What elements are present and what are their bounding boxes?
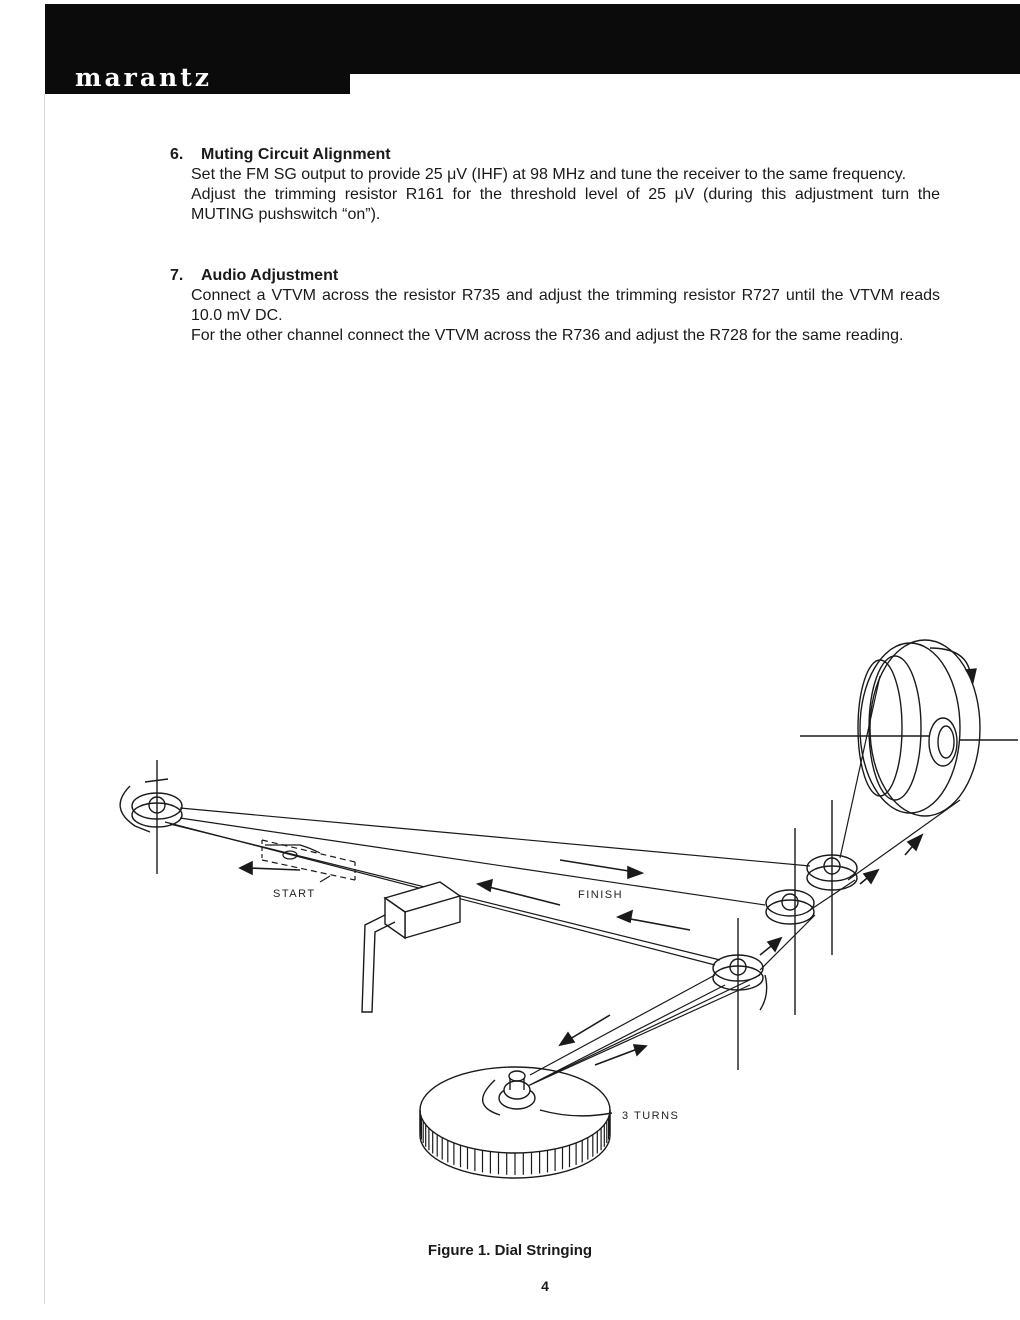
dial-pointer [362, 882, 460, 1012]
string-spring [262, 840, 355, 880]
middle-right-pulley [766, 828, 814, 1015]
paragraph: Set the FM SG output to provide 25 μV (IHF) at 98 MHz and tune the receiver to the same frequency. [191, 166, 907, 183]
section-number: 6. [170, 146, 184, 163]
direction-arrows [240, 835, 922, 1065]
section-number: 7. [170, 267, 184, 284]
label-finish: FINISH [578, 889, 624, 901]
section-heading [170, 145, 940, 165]
page-number: 4 [541, 1278, 549, 1294]
upper-right-pulley [807, 800, 857, 955]
capacitor-drum [420, 1067, 612, 1178]
start-leader [320, 876, 330, 882]
dial-stringing-diagram [100, 630, 1020, 1190]
paragraph: Adjust the trimming resistor R161 for the threshold level of 25 μV (during this adjustment turn the MUTING pushswitch “on”). [191, 186, 940, 223]
section-title: Muting Circuit Alignment [201, 146, 391, 163]
brand-logo: marantz [75, 63, 212, 92]
paragraph: For the other channel connect the VTVM across the R736 and adjust the R728 for the same reading. [191, 327, 904, 344]
section-heading [170, 266, 940, 286]
section-audio-adjustment [170, 266, 940, 346]
section-title: Audio Adjustment [201, 267, 339, 284]
left-pulley [120, 760, 182, 874]
dial-string [165, 676, 960, 1090]
page-margin-rule [44, 94, 45, 1304]
paragraph: Connect a VTVM across the resistor R735 and adjust the trimming resistor R727 until the VTVM reads 10.0 mV DC. [191, 287, 940, 324]
figure-caption: Figure 1. Dial Stringing [427, 1242, 593, 1259]
label-turns: 3 TURNS [622, 1110, 680, 1122]
section-muting-circuit-alignment [170, 145, 940, 225]
label-start: START [273, 888, 316, 900]
tuning-drum [800, 640, 1018, 816]
